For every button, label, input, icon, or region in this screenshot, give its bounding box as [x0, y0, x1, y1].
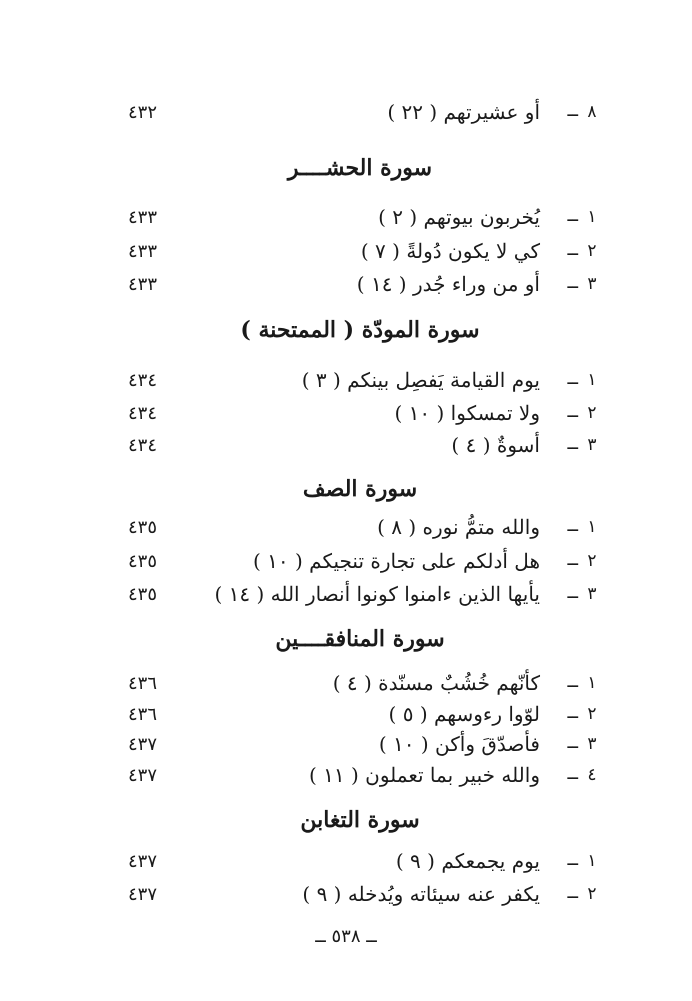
entry-number: ٣: [587, 274, 597, 294]
footer-page-number: ــ ٥٣٨ ــ: [315, 926, 377, 947]
index-entry: [120, 401, 600, 431]
entry-dash: ــ: [567, 702, 578, 723]
index-entry: [120, 100, 600, 130]
entry-dash: ــ: [567, 671, 578, 692]
entry-page-number: ٤٣٥: [128, 551, 158, 572]
entry-number: ٣: [587, 734, 597, 754]
entry-number: ٢: [587, 551, 597, 571]
entry-number: ١: [587, 517, 597, 537]
entry-page-number: ٤٣٦: [128, 673, 158, 694]
surah-heading: سورة المنافقــــين: [275, 626, 445, 652]
entry-text: هل أدلكم على تجارة تنجيكم ( ١٠ ): [252, 549, 540, 573]
entry-text: ولا تمسكوا ( ١٠ ): [394, 401, 540, 425]
surah-heading: سورة المودّة ( الممتحنة ): [240, 317, 480, 343]
entry-dash: ــ: [567, 401, 578, 422]
entry-text: يوم يجمعكم ( ٩ ): [395, 849, 540, 873]
index-entry: [120, 882, 600, 912]
entry-page-number: ٤٣٤: [128, 435, 158, 456]
entry-dash: ــ: [567, 582, 578, 603]
entry-dash: ــ: [567, 515, 578, 536]
entry-dash: ــ: [567, 368, 578, 389]
entry-number: ٢: [587, 704, 597, 724]
entry-text: أو عشيرتهم ( ٢٢ ): [387, 100, 540, 124]
entry-text: فأصدّقَ وأكن ( ١٠ ): [378, 732, 540, 756]
entry-page-number: ٤٣٣: [128, 274, 158, 295]
index-entry: [120, 671, 600, 701]
entry-page-number: ٤٣٤: [128, 370, 158, 391]
entry-number: ٣: [587, 435, 597, 455]
index-entry: [120, 205, 600, 235]
entry-dash: ــ: [567, 272, 578, 293]
index-entry: [120, 272, 600, 302]
index-entry: [120, 549, 600, 579]
entry-dash: ــ: [567, 549, 578, 570]
entry-text: يكفر عنه سيئاته ويُدخله ( ٩ ): [302, 882, 540, 906]
entry-number: ١: [587, 851, 597, 871]
surah-heading: سورة الحشــــر: [287, 155, 433, 181]
index-entry: [120, 239, 600, 269]
entry-number: ٢: [587, 403, 597, 423]
entry-number: ١: [587, 673, 597, 693]
entry-text: لوّوا رءوسهم ( ٥ ): [388, 702, 540, 726]
entry-dash: ــ: [567, 849, 578, 870]
entry-number: ٢: [587, 884, 597, 904]
entry-dash: ــ: [567, 239, 578, 260]
index-entry: [120, 763, 600, 793]
entry-dash: ــ: [567, 763, 578, 784]
entry-text: يُخربون بيوتهم ( ٢ ): [378, 205, 540, 229]
entry-number: ١: [587, 370, 597, 390]
entry-page-number: ٤٣٣: [128, 241, 158, 262]
entry-text: والله خبير بما تعملون ( ١١ ): [308, 763, 540, 787]
entry-page-number: ٤٣٦: [128, 704, 158, 725]
entry-text: يأيها الذين ءامنوا كونوا أنصار الله ( ١٤ ): [214, 582, 540, 606]
entry-dash: ــ: [567, 433, 578, 454]
entry-number: ٨: [587, 102, 597, 122]
entry-number: ٢: [587, 241, 597, 261]
entry-page-number: ٤٣٧: [128, 851, 158, 872]
entry-text: كأنّهم خُشُبٌ مسنّدة ( ٤ ): [332, 671, 540, 695]
entry-page-number: ٤٣٢: [128, 102, 158, 123]
index-entry: [120, 732, 600, 762]
entry-text: أسوةٌ ( ٤ ): [451, 433, 540, 457]
surah-heading: سورة التغابن: [300, 807, 420, 833]
entry-page-number: ٤٣٧: [128, 884, 158, 905]
index-entry: [120, 368, 600, 398]
entry-number: ٣: [587, 584, 597, 604]
entry-page-number: ٤٣٧: [128, 734, 158, 755]
index-entry: [120, 849, 600, 879]
index-entry: [120, 433, 600, 463]
entry-text: يوم القيامة يَفصِل بينكم ( ٣ ): [301, 368, 540, 392]
entry-number: ٤: [587, 765, 597, 785]
surah-heading: سورة الصف: [302, 476, 418, 502]
entry-page-number: ٤٣٥: [128, 584, 158, 605]
entry-page-number: ٤٣٤: [128, 403, 158, 424]
entry-dash: ــ: [567, 100, 578, 121]
entry-page-number: ٤٣٥: [128, 517, 158, 538]
entry-dash: ــ: [567, 882, 578, 903]
entry-dash: ــ: [567, 205, 578, 226]
entry-page-number: ٤٣٧: [128, 765, 158, 786]
entry-text: والله متمُّ نوره ( ٨ ): [377, 515, 540, 539]
index-entry: [120, 582, 600, 612]
entry-text: أو من وراء جُدر ( ١٤ ): [356, 272, 540, 296]
index-entry: [120, 702, 600, 732]
entry-dash: ــ: [567, 732, 578, 753]
index-entry: [120, 515, 600, 545]
entry-number: ١: [587, 207, 597, 227]
entry-text: كي لا يكون دُولةً ( ٧ ): [360, 239, 540, 263]
entry-page-number: ٤٣٣: [128, 207, 158, 228]
